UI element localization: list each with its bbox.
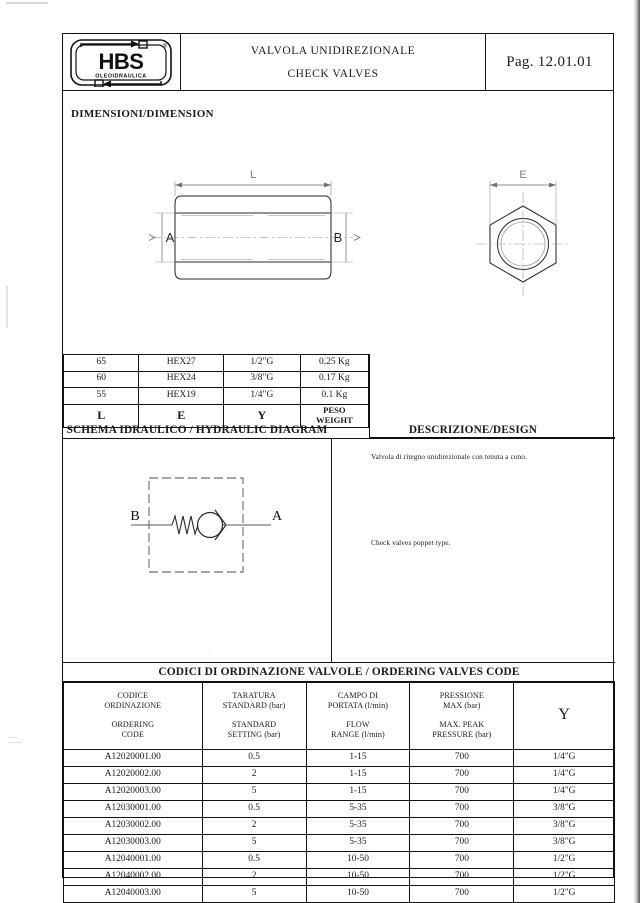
label-port-a: A: [165, 230, 175, 245]
label-hex: E: [519, 169, 527, 181]
header-line: TARATURA: [232, 690, 276, 700]
header-line: CAMPO DI: [337, 690, 379, 700]
cell-flow: 1-15: [306, 766, 410, 783]
cell-thread: 1/4"G: [514, 749, 615, 766]
section-vertical-divider: [331, 438, 332, 662]
dimensions-table: [63, 354, 369, 428]
dim-weight: 0.25 Kg: [300, 355, 368, 372]
header-line: PORTATA (l/min): [327, 700, 389, 710]
table-row: [64, 834, 615, 851]
cell-code: A12030002.00: [64, 817, 203, 834]
table-row: [64, 851, 615, 868]
table-row: [64, 355, 369, 372]
cell-pressure: 700: [410, 800, 514, 817]
scan-speck: ': [209, 652, 211, 658]
table-row: [64, 885, 615, 902]
cell-pressure: 700: [410, 834, 514, 851]
schema-section-title: SCHEMA IDRAULICO / HYDRAULIC DIAGRAM: [66, 424, 328, 436]
dim-header-l: L: [64, 404, 139, 427]
header-line: CODICE: [117, 690, 149, 700]
scan-speck: [10, 737, 17, 738]
cell-setting: 5: [202, 783, 306, 800]
cell-flow: 10-50: [306, 851, 410, 868]
cell-code: A12040002.00: [64, 868, 203, 885]
header-line: SETTING (bar): [227, 730, 281, 740]
cell-flow: 5-35: [306, 817, 410, 834]
header-line: MAX. PEAK: [439, 720, 485, 729]
dim-header-e: E: [139, 404, 224, 427]
dim-thread: 1/2"G: [224, 355, 301, 372]
table-row: [64, 868, 615, 885]
brand-logo-cell: [63, 34, 181, 90]
weight-label-it: PESO: [323, 404, 346, 415]
cell-pressure: 700: [410, 817, 514, 834]
cell-code: A12020001.00: [64, 749, 203, 766]
symbol-label-b: B: [130, 509, 140, 524]
label-length: L: [249, 169, 257, 181]
cell-thread: 3/8"G: [514, 800, 615, 817]
cell-flow: 1-15: [306, 783, 410, 800]
cell-pressure: 700: [410, 783, 514, 800]
header-line: MAX (bar): [443, 700, 481, 710]
cell-pressure: 700: [410, 766, 514, 783]
svg-text:®: ®: [162, 44, 168, 50]
datasheet-page: [62, 33, 614, 898]
dim-hex: HEX24: [139, 371, 224, 388]
dim-hex: HEX27: [139, 355, 224, 372]
header-line: ORDINAZIONE: [104, 700, 162, 710]
header-flow-range: [306, 682, 410, 749]
header-line: FLOW: [346, 720, 370, 729]
header-title-cell: [181, 34, 486, 90]
scan-speck: [8, 742, 21, 743]
table-header-row: [64, 682, 615, 749]
title-english: CHECK VALVES: [287, 67, 379, 80]
dim-thread: 1/4"G: [224, 388, 301, 405]
cell-pressure: 700: [410, 851, 514, 868]
ordering-table: [63, 682, 615, 903]
cell-flow: 1-15: [306, 749, 410, 766]
table-row: [64, 388, 369, 405]
cell-thread: 3/8"G: [514, 834, 615, 851]
cell-code: A12020002.00: [64, 766, 203, 783]
cell-setting: 0.5: [202, 749, 306, 766]
header-standard-setting: [202, 682, 306, 749]
page-number: Pag. 12.01.01: [506, 53, 593, 70]
description-section-title: DESCRIZIONE/DESIGN: [408, 424, 538, 436]
header-line: STANDARD: [231, 720, 277, 729]
header-line: PRESSURE (bar): [432, 730, 492, 740]
table-row: [64, 783, 615, 800]
cell-thread: 1/4"G: [514, 783, 615, 800]
description-italian: Valvola di ritegno unidirezionale con tenuta a cono.: [371, 452, 527, 461]
table-row: [64, 817, 615, 834]
dim-thread: 3/8"G: [224, 371, 301, 388]
label-port-b: B: [333, 230, 343, 245]
title-italian: VALVOLA UNIDIREZIONALE: [250, 44, 416, 57]
description-english: Check valves poppet type.: [371, 538, 451, 547]
header-line: STANDARD (bar): [222, 700, 286, 710]
cell-setting: 2: [202, 766, 306, 783]
cell-setting: 2: [202, 817, 306, 834]
table-row: [64, 800, 615, 817]
cell-pressure: 700: [410, 885, 514, 902]
hbs-logo: [69, 38, 173, 87]
cell-flow: 10-50: [306, 868, 410, 885]
symbol-label-a: A: [271, 509, 283, 524]
table-row: [64, 766, 615, 783]
cell-thread: 1/2"G: [514, 851, 615, 868]
dim-weight: 0.17 Kg: [300, 371, 368, 388]
cell-flow: 10-50: [306, 885, 410, 902]
dimensions-heading: DIMENSIONI/DIMENSION: [71, 108, 214, 120]
dim-length: 55: [64, 388, 139, 405]
cell-code: A12030001.00: [64, 800, 203, 817]
cell-flow: 5-35: [306, 800, 410, 817]
cell-flow: 5-35: [306, 834, 410, 851]
ordering-table-title: CODICI DI ORDINAZIONE VALVOLE / ORDERING VALVES CODE: [63, 662, 615, 682]
section-divider: [63, 438, 615, 439]
weight-label-en: WEIGHT: [315, 414, 353, 425]
cell-thread: 1/2"G: [514, 885, 615, 902]
dim-length: 65: [64, 355, 139, 372]
header-ordering-code: [64, 682, 203, 749]
dim-header-y: Y: [224, 404, 301, 427]
header-thread-y: Y: [514, 682, 615, 749]
dim-length: 60: [64, 371, 139, 388]
cell-code: A12030003.00: [64, 834, 203, 851]
header-max-pressure: [410, 682, 514, 749]
header-line: CODE: [121, 730, 144, 740]
svg-text:HBS: HBS: [98, 49, 144, 74]
dimension-drawing: [63, 130, 615, 355]
cell-pressure: 700: [410, 749, 514, 766]
scan-speck: [6, 2, 48, 4]
dim-weight: 0.1 Kg: [300, 388, 368, 405]
cell-setting: 0.5: [202, 800, 306, 817]
table-row: [64, 371, 369, 388]
cell-thread: 3/8"G: [514, 817, 615, 834]
cell-code: A12020003.00: [64, 783, 203, 800]
cell-code: A12040003.00: [64, 885, 203, 902]
cell-code: A12040001.00: [64, 851, 203, 868]
cell-setting: 2: [202, 868, 306, 885]
hydraulic-symbol: [127, 472, 287, 588]
cell-thread: 1/2"G: [514, 868, 615, 885]
cell-thread: 1/4"G: [514, 766, 615, 783]
header-line: RANGE (l/min): [331, 730, 385, 740]
svg-text:OLEOIDRAULICA: OLEOIDRAULICA: [95, 73, 147, 80]
cell-setting: 0.5: [202, 851, 306, 868]
page-header: [63, 34, 613, 91]
dim-hex: HEX19: [139, 388, 224, 405]
ordering-section: [63, 662, 615, 903]
cell-pressure: 700: [410, 868, 514, 885]
header-line: ORDERING: [111, 720, 155, 729]
scan-speck: [6, 286, 8, 328]
header-line: PRESSIONE: [439, 690, 484, 700]
scan-edge-artifact: [633, 0, 640, 903]
table-row: [64, 749, 615, 766]
cell-setting: 5: [202, 885, 306, 902]
cell-setting: 5: [202, 834, 306, 851]
